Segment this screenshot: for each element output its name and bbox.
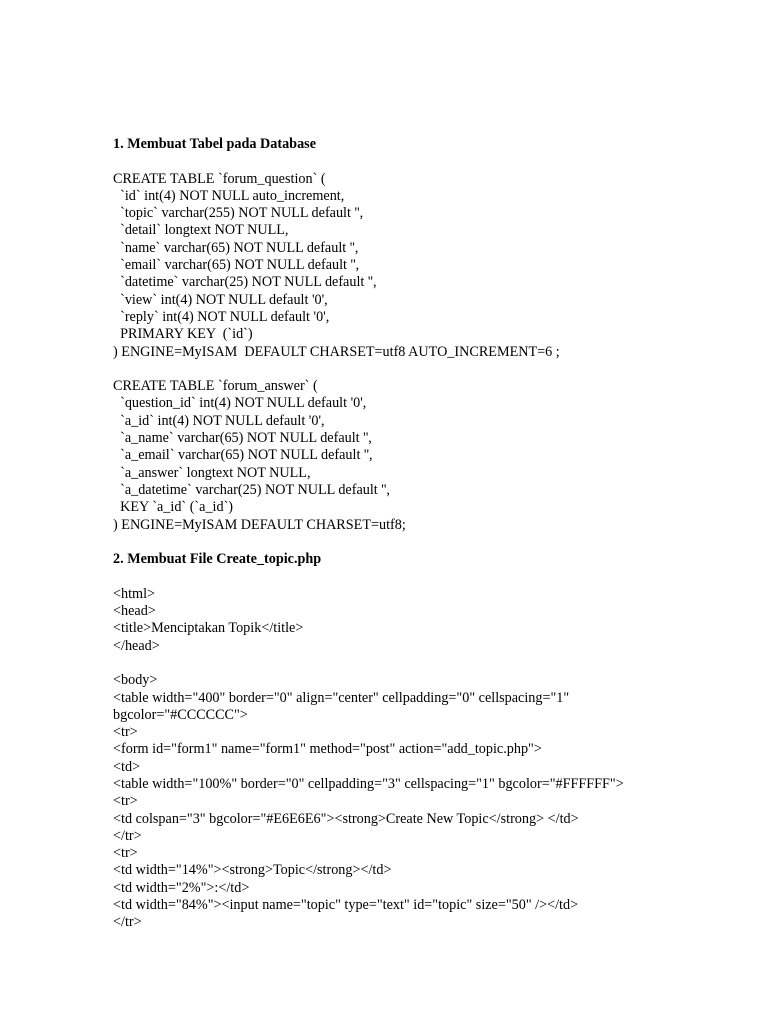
code-line: CREATE TABLE `forum_question` (: [113, 170, 326, 187]
code-line: <tr>: [113, 845, 138, 862]
code-line: `a_answer` longtext NOT NULL,: [113, 464, 311, 481]
code-line: `reply` int(4) NOT NULL default '0',: [113, 308, 330, 325]
spacer: [113, 361, 753, 378]
code-line: PRIMARY KEY (`id`): [113, 326, 253, 343]
spacer: [113, 534, 753, 551]
code-line: `a_datetime` varchar(25) NOT NULL default '',: [113, 481, 390, 498]
code-line: `a_email` varchar(65) NOT NULL default '',: [113, 447, 373, 464]
code-line: `a_name` varchar(65) NOT NULL default '',: [113, 430, 372, 447]
code-line: bgcolor="#CCCCCC">: [113, 706, 248, 723]
code-line: KEY `a_id` (`a_id`): [113, 499, 234, 516]
html-block-head: [113, 586, 753, 655]
spacer: [113, 655, 753, 672]
code-line: <tr>: [113, 793, 138, 810]
code-line: </head>: [113, 637, 160, 654]
section-heading-create-topic: 2. Membuat File Create_topic.php: [113, 551, 322, 568]
code-line: <td colspan="3" bgcolor="#E6E6E6"><strong>Create New Topic</strong> </td>: [113, 810, 579, 827]
code-line: <td>: [113, 758, 141, 775]
code-line: <tr>: [113, 724, 138, 741]
code-line: <body>: [113, 672, 158, 689]
code-line: `detail` longtext NOT NULL,: [113, 222, 289, 239]
code-line: </tr>: [113, 914, 142, 931]
code-line: `id` int(4) NOT NULL auto_increment,: [113, 187, 345, 204]
code-line: <td width="14%"><strong>Topic</strong></td>: [113, 862, 392, 879]
code-line: `question_id` int(4) NOT NULL default '0',: [113, 395, 367, 412]
code-line: <head>: [113, 603, 156, 620]
code-line: <table width="400" border="0" align="center" cellpadding="0" cellspacing="1": [113, 689, 570, 706]
code-line: <form id="form1" name="form1" method="post" action="add_topic.php">: [113, 741, 542, 758]
code-line: `datetime` varchar(25) NOT NULL default '',: [113, 274, 377, 291]
code-line: `view` int(4) NOT NULL default '0',: [113, 291, 328, 308]
code-line: <table width="100%" border="0" cellpadding="3" cellspacing="1" bgcolor="#FFFFFF">: [113, 775, 624, 792]
html-block-body: [113, 672, 753, 931]
section-heading-database: 1. Membuat Tabel pada Database: [113, 136, 316, 152]
code-line: <html>: [113, 585, 156, 602]
document-page: [113, 136, 753, 932]
code-line: <td width="2%">:</td>: [113, 879, 250, 896]
code-line: `a_id` int(4) NOT NULL default '0',: [113, 412, 325, 429]
code-line: `topic` varchar(255) NOT NULL default '',: [113, 205, 364, 222]
code-line: </tr>: [113, 827, 142, 844]
spacer: [113, 568, 753, 585]
code-line: ) ENGINE=MyISAM DEFAULT CHARSET=utf8;: [113, 516, 406, 533]
code-line: `name` varchar(65) NOT NULL default '',: [113, 239, 359, 256]
code-line: CREATE TABLE `forum_answer` (: [113, 378, 318, 395]
code-line: ) ENGINE=MyISAM DEFAULT CHARSET=utf8 AUTO_INCREMENT=6 ;: [113, 343, 560, 360]
code-line: <td width="84%"><input name="topic" type="text" id="topic" size="50" /></td>: [113, 897, 579, 914]
sql-block-forum-question: [113, 171, 753, 361]
code-line: <title>Menciptakan Topik</title>: [113, 620, 304, 637]
spacer: [113, 153, 753, 170]
code-line: `email` varchar(65) NOT NULL default '',: [113, 257, 360, 274]
sql-block-forum-answer: [113, 378, 753, 534]
